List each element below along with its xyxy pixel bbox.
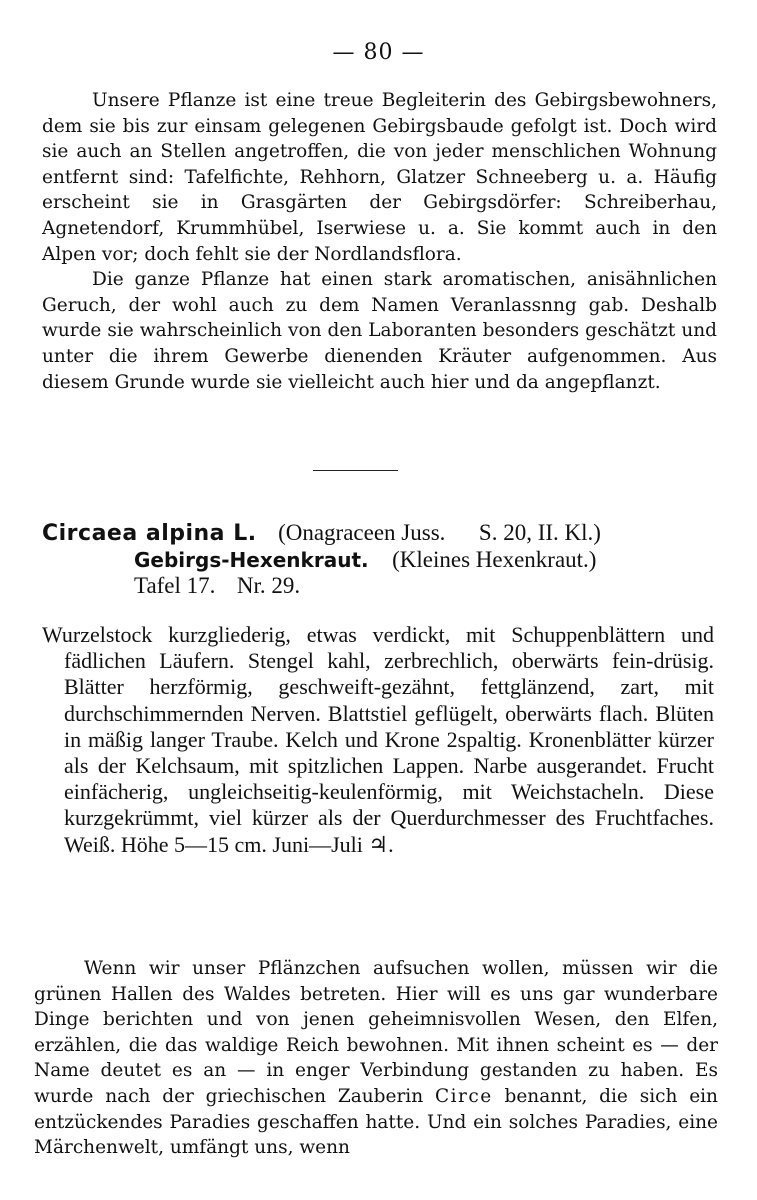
classification: S. 20, II. Kl.): [478, 520, 601, 545]
latin-name: Circaea alpina L.: [42, 521, 257, 546]
name-circe: Circe: [434, 1085, 493, 1107]
habitat-section: [42, 88, 717, 395]
species-heading: [42, 520, 722, 599]
page-number: — 80 —: [332, 40, 425, 65]
botanical-description: [42, 622, 714, 858]
section-divider: [313, 470, 398, 471]
common-name: Gebirgs-Hexenkraut.: [134, 548, 369, 572]
paragraph-legend: [34, 956, 718, 1161]
plate-number: Nr. 29.: [236, 573, 301, 598]
legend-section: [34, 956, 718, 1161]
heading-line-2: [42, 547, 722, 573]
legend-text-after: benannt, die sich ein entzückendes Paradies geschaffen hatte. Und ein solches Paradies, eine Märchenwelt, umfängt uns, wenn: [34, 1085, 718, 1159]
description-text: Wurzelstock kurzgliederig, etwas verdickt, mit Schuppenblättern und fädlichen Läufern. Stengel kahl, zerbrechlich, oberwärts fein-drüsig. Blätter herzförmig, geschweift-gezähnt, fettglänzend, zart, mit durchschimmernden Nerven. Blattstiel geflügelt, oberwärts flach. Blüten in mäßig langer Traube. Kelch und Krone 2spaltig. Kronenblätter kürzer als der Kelchsaum, mit spitzlichen Lappen. Narbe ausgerandet. Frucht einfächerig, ungleichseitig-keulenförmig, mit Weichstacheln. Diese kurzgekrümmt, viel kürzer als der Querdurchmesser des Fruchtfaches. Weiß. Höhe 5—15 cm. Juni—Juli ♃.: [42, 622, 714, 857]
alternative-name: (Kleines Hexenkraut.): [392, 547, 597, 572]
paragraph-aroma: Die ganze Pflanze hat einen stark aromatischen, anisähnlichen Geruch, der wohl auch zu dem Namen Veranlassnng gab. Deshalb wurde sie wahrscheinlich von den Laboranten besonders geschätzt und unter die ihrem Gewerbe dienenden Kräuter aufgenommen. Aus diesem Grunde wurde sie vielleicht auch hier und da angepflanzt.: [42, 269, 717, 393]
heading-line-3: [42, 573, 722, 599]
legend-text-before: Wenn wir unser Pflänzchen aufsuchen wollen, müssen wir die grünen Hallen des Waldes betreten. Hier will es uns gar wunderbare Dinge berichten und von jenen geheimnisvollen Wesen, den Elfen, erzählen, die das waldige Reich bewohnen. Mit ihnen scheint es — der Name deutet es an — in enger Verbindung gestanden zu haben. Es wurde nach der griechischen Zauberin: [34, 958, 718, 1107]
family-name: (Onagraceen Juss.: [278, 520, 446, 545]
plate-reference: Tafel 17.: [134, 573, 216, 598]
paragraph-habitat: Unsere Pflanze ist eine treue Begleiterin des Gebirgsbewohners, dem sie bis zur einsam gelegenen Gebirgsbaude gefolgt ist. Doch wird sie auch an Stellen angetroffen, die von jeder menschlichen Wohnung entfernt sind: Tafelfichte, Rehhorn, Glatzer Schneeberg u. a. Häufig erscheint sie in Grasgärten der Gebirgsdörfer: Schreiberhau, Agnetendorf, Krummhübel, Iserwiese u. a. Sie kommt auch in den Alpen vor; doch fehlt sie der Nordlandsflora.: [42, 90, 717, 265]
heading-line-1: [42, 520, 722, 547]
